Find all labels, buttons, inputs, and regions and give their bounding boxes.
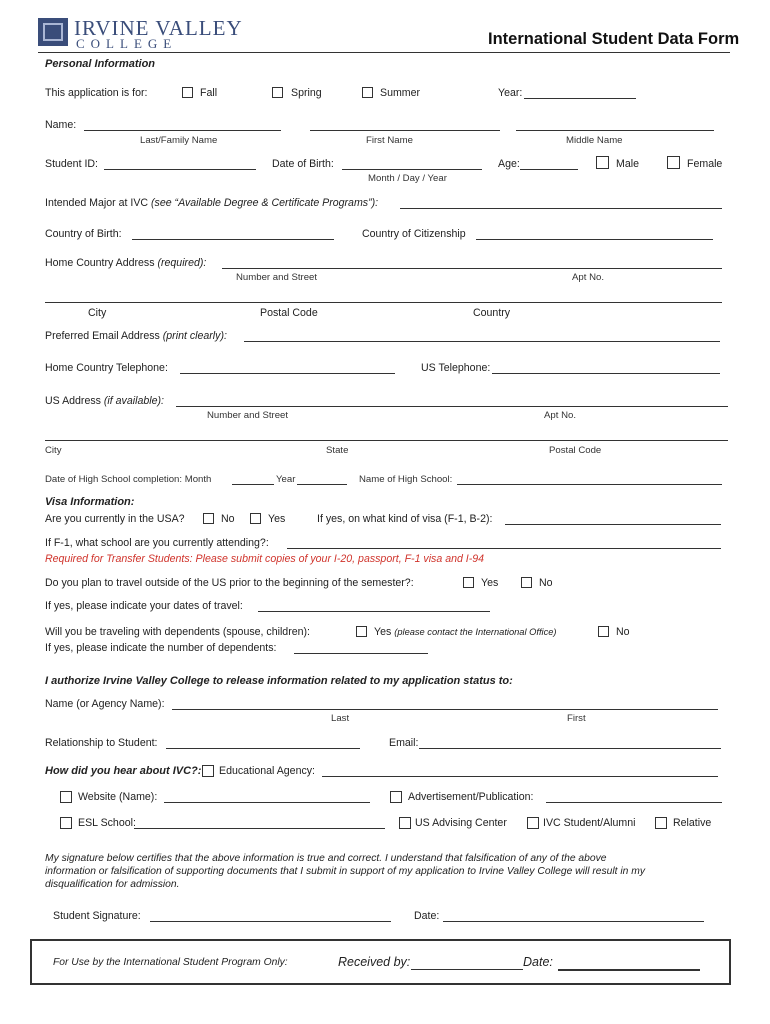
personal-section-title: Personal Information xyxy=(45,58,156,70)
name-label: Name: xyxy=(45,119,77,131)
website-checkbox[interactable] xyxy=(60,791,72,803)
transfer-note: Required for Transfer Students: Please submit copies of your I-20, passport, F-1 visa and I-94 xyxy=(45,553,485,565)
us-phone-field[interactable] xyxy=(492,373,720,374)
email-field[interactable] xyxy=(244,341,720,342)
relative-checkbox[interactable] xyxy=(655,817,667,829)
first-name-field[interactable] xyxy=(310,130,500,131)
in-usa-yes-label: Yes xyxy=(268,513,286,525)
us-advising-checkbox[interactable] xyxy=(399,817,411,829)
spring-checkbox[interactable] xyxy=(272,87,283,98)
us-advising-label: US Advising Center xyxy=(415,817,507,829)
travel-no-checkbox[interactable] xyxy=(521,577,532,588)
travel-no-label: No xyxy=(539,577,553,589)
visa-kind-field[interactable] xyxy=(505,524,721,525)
dependents-no-checkbox[interactable] xyxy=(598,626,609,637)
name-agency-label: Name (or Agency Name): xyxy=(45,698,165,710)
hs-month-field[interactable] xyxy=(232,484,274,485)
advertisement-checkbox[interactable] xyxy=(390,791,402,803)
us-address-text: US Address xyxy=(45,395,104,407)
authorize-section-title: I authorize Irvine Valley College to release information related to my application status to: xyxy=(45,675,513,687)
hs-year-field[interactable] xyxy=(297,484,347,485)
esl-school-label: ESL School: xyxy=(78,817,136,829)
us-state-caption: State xyxy=(326,445,349,456)
name-agency-field[interactable] xyxy=(172,709,718,710)
dob-format-caption: Month / Day / Year xyxy=(368,173,447,184)
home-phone-label: Home Country Telephone: xyxy=(45,362,168,374)
us-address-label xyxy=(45,395,164,407)
travel-yes-checkbox[interactable] xyxy=(463,577,474,588)
us-address-city-field[interactable] xyxy=(45,440,728,441)
dependents-yes-note: (please contact the International Office) xyxy=(394,627,557,637)
relationship-field[interactable] xyxy=(166,748,360,749)
dob-field[interactable] xyxy=(342,169,482,170)
hear-question: How did you hear about IVC?: xyxy=(45,765,202,777)
dependents-yes-label xyxy=(374,626,557,638)
country-birth-label: Country of Birth: xyxy=(45,228,122,240)
home-number-street-caption: Number and Street xyxy=(236,272,318,283)
ivc-student-checkbox[interactable] xyxy=(527,817,539,829)
hs-year-label: Year xyxy=(276,474,296,485)
visa-kind-label: If yes, on what kind of visa (F-1, B-2): xyxy=(317,513,493,525)
auth-email-field[interactable] xyxy=(419,748,721,749)
website-label: Website (Name): xyxy=(78,791,158,803)
in-usa-label: Are you currently in the USA? xyxy=(45,513,185,525)
college-logo-icon xyxy=(38,18,68,46)
hs-name-field[interactable] xyxy=(457,484,722,485)
us-city-caption: City xyxy=(45,445,62,456)
age-field[interactable] xyxy=(520,169,578,170)
dependents-label: Will you be traveling with dependents (spouse, children): xyxy=(45,626,310,638)
email-label xyxy=(45,330,227,342)
summer-label: Summer xyxy=(380,87,421,99)
dependents-no-label: No xyxy=(616,626,630,638)
office-use-label: For Use by the International Student Program Only: xyxy=(53,957,288,968)
student-signature-field[interactable] xyxy=(150,921,391,922)
us-postal-caption: Postal Code xyxy=(549,445,602,456)
home-city-caption: City xyxy=(88,307,107,319)
male-checkbox[interactable] xyxy=(596,156,609,169)
year-label: Year: xyxy=(498,87,523,99)
female-checkbox[interactable] xyxy=(667,156,680,169)
us-address-street-field[interactable] xyxy=(176,406,728,407)
country-citizenship-label: Country of Citizenship xyxy=(362,228,466,240)
header-rule xyxy=(38,52,730,53)
auth-last-caption: Last xyxy=(331,713,350,724)
office-date-field[interactable] xyxy=(558,969,700,971)
educational-agency-field[interactable] xyxy=(322,776,718,777)
advertisement-field[interactable] xyxy=(546,802,722,803)
us-address-note: (if available): xyxy=(103,395,164,407)
in-usa-no-label: No xyxy=(221,513,235,525)
esl-school-field[interactable] xyxy=(134,828,385,829)
home-postal-caption: Postal Code xyxy=(260,307,318,319)
home-address-text: Home Country Address xyxy=(45,257,158,269)
major-label-text: Intended Major at IVC xyxy=(45,197,151,209)
home-address-label xyxy=(45,257,206,269)
signature-date-field[interactable] xyxy=(443,921,704,922)
last-name-field[interactable] xyxy=(84,130,281,131)
esl-school-checkbox[interactable] xyxy=(60,817,72,829)
last-name-caption: Last/Family Name xyxy=(140,135,218,146)
travel-dates-label: If yes, please indicate your dates of travel: xyxy=(45,600,243,612)
visa-section-title: Visa Information: xyxy=(45,496,135,508)
received-by-label: Received by: xyxy=(338,955,411,969)
student-id-field[interactable] xyxy=(104,169,256,170)
certify-line-2: information or falsification of supporting documents that I submit in support of my application to Irvine Valley College will result in my xyxy=(45,866,645,877)
signature-date-label: Date: xyxy=(414,910,440,922)
email-note: (print clearly): xyxy=(162,330,227,342)
logo-title: IRVINE VALLEY xyxy=(74,16,243,40)
certify-line-3: disqualification for admission. xyxy=(45,879,180,890)
website-field[interactable] xyxy=(164,802,370,803)
year-field[interactable] xyxy=(524,98,636,99)
dependents-number-field[interactable] xyxy=(294,653,428,654)
major-label xyxy=(45,197,378,209)
f1-school-label: If F-1, what school are you currently attending?: xyxy=(45,537,269,549)
fall-checkbox[interactable] xyxy=(182,87,193,98)
major-note: (see “Available Degree & Certificate Programs”): xyxy=(151,197,379,209)
country-citizenship-field[interactable] xyxy=(476,239,713,240)
dob-label: Date of Birth: xyxy=(272,158,334,170)
fall-label: Fall xyxy=(200,87,218,99)
educational-agency-label: Educational Agency: xyxy=(219,765,316,777)
form-title: International Student Data Form xyxy=(488,30,740,48)
spring-label: Spring xyxy=(291,87,322,99)
travel-yes-label: Yes xyxy=(481,577,499,589)
age-label: Age: xyxy=(498,158,520,170)
auth-first-caption: First xyxy=(567,713,586,724)
email-text: Preferred Email Address xyxy=(45,330,163,342)
office-date-label: Date: xyxy=(523,955,553,969)
student-signature-label: Student Signature: xyxy=(53,910,141,922)
home-address-city-field[interactable] xyxy=(45,302,722,303)
educational-agency-checkbox[interactable] xyxy=(202,765,214,777)
home-apt-caption: Apt No. xyxy=(572,272,604,283)
major-field[interactable] xyxy=(400,208,722,209)
hs-name-label: Name of High School: xyxy=(359,474,453,485)
student-id-label: Student ID: xyxy=(45,158,98,170)
home-address-street-field[interactable] xyxy=(222,268,722,269)
application-for-label: This application is for: xyxy=(45,87,148,99)
in-usa-no-checkbox[interactable] xyxy=(203,513,214,524)
travel-label: Do you plan to travel outside of the US prior to the beginning of the semester?: xyxy=(45,577,414,589)
hs-completion-label: Date of High School completion: Month xyxy=(45,474,212,485)
us-phone-label: US Telephone: xyxy=(421,362,491,374)
f1-school-field[interactable] xyxy=(287,548,721,549)
dependents-yes-text: Yes xyxy=(374,626,395,638)
advertisement-label: Advertisement/Publication: xyxy=(408,791,534,803)
certify-line-1: My signature below certifies that the above information is true and correct. I understand that falsification of any of the above xyxy=(45,853,607,864)
travel-dates-field[interactable] xyxy=(258,611,490,612)
relative-label: Relative xyxy=(673,817,712,829)
first-name-caption: First Name xyxy=(366,135,413,146)
dependents-number-label: If yes, please indicate the number of dependents: xyxy=(45,642,277,654)
logo-subtitle: COLLEGE xyxy=(76,36,178,51)
us-apt-caption: Apt No. xyxy=(544,410,576,421)
ivc-student-label: IVC Student/Alumni xyxy=(543,817,636,829)
home-phone-field[interactable] xyxy=(180,373,395,374)
in-usa-yes-checkbox[interactable] xyxy=(250,513,261,524)
male-label: Male xyxy=(616,158,639,170)
summer-checkbox[interactable] xyxy=(362,87,373,98)
middle-name-caption: Middle Name xyxy=(566,135,623,146)
home-country-caption: Country xyxy=(473,307,511,319)
female-label: Female xyxy=(687,158,723,170)
auth-email-label: Email: xyxy=(389,737,419,749)
dependents-yes-checkbox[interactable] xyxy=(356,626,367,637)
middle-name-field[interactable] xyxy=(516,130,714,131)
us-number-street-caption: Number and Street xyxy=(207,410,289,421)
received-by-field[interactable] xyxy=(411,969,523,970)
home-address-note: (required): xyxy=(157,257,207,269)
relationship-label: Relationship to Student: xyxy=(45,737,158,749)
country-birth-field[interactable] xyxy=(132,239,334,240)
